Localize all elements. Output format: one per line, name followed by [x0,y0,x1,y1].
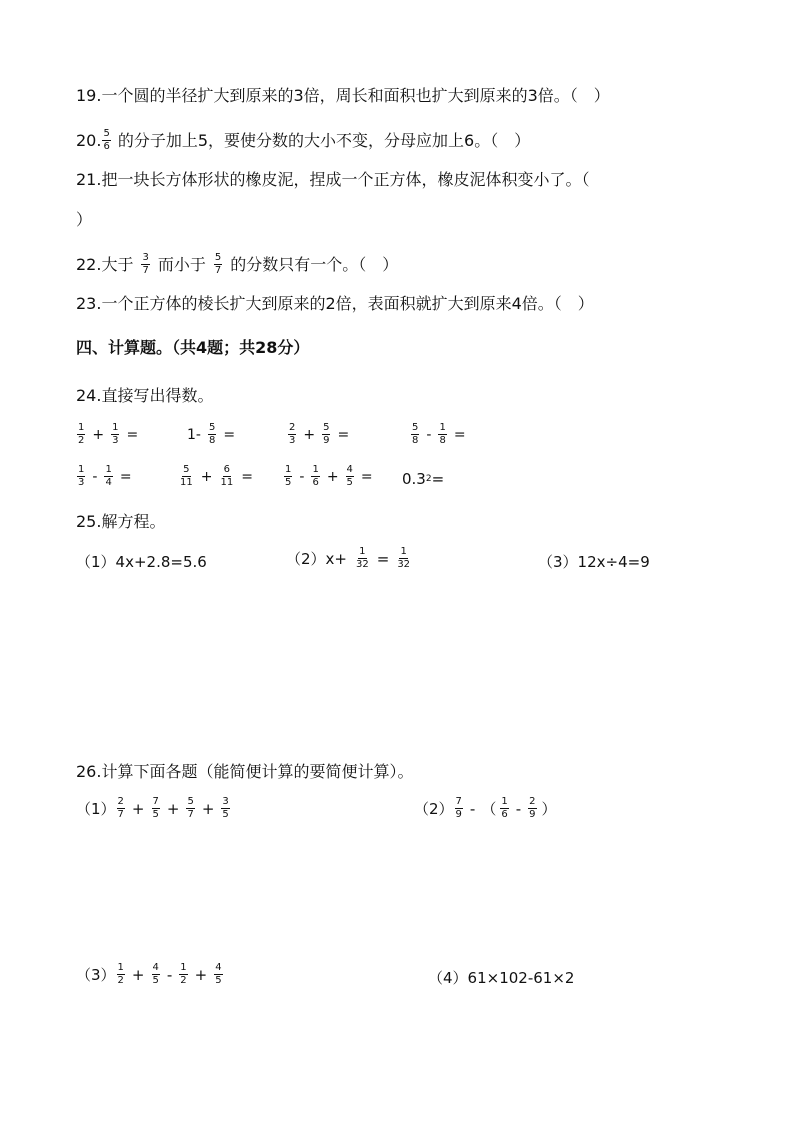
fraction: $\frac{5}{7}$ [187,796,194,820]
expression-26a: （1） $\frac{2}{7}$ + $\frac{7}{5}$ + $\frac{5}{7}$ + $\frac{3}{5}$ [76,796,229,820]
fraction: $\frac{2}{7}$ [117,796,124,820]
question-20-label: 20. [76,130,102,150]
fraction: $\frac{2}{3}$ [289,422,296,446]
equation-25c: （3）12x÷4=9 [538,553,650,571]
expression-24e: $\frac{1}{3}$ - $\frac{1}{4}$ = [78,464,132,488]
fraction: $\frac{1}{3}$ [78,464,85,488]
question-23: 23.一个正方体的棱长扩大到原来的2倍，表面积就扩大到原来4倍。（ ） [76,294,594,313]
fraction: $\frac{1}{8}$ [439,422,446,446]
fraction: $\frac{1}{2}$ [117,962,124,986]
expression-24a: $\frac{1}{2}$ + $\frac{1}{3}$ = [78,422,139,446]
fraction: $\frac{1}{3}$ [112,422,119,446]
question-21: 21.把一块长方体形状的橡皮泥，捏成一个正方体，橡皮泥体积变小了。（ [76,170,590,189]
question-20-text: 的分子加上5，要使分数的大小不变，分母应加上6。（ ） [117,130,531,150]
fraction: $\frac{5}{9}$ [323,422,330,446]
question-21-continuation: ） [76,210,93,229]
expression-24c: $\frac{2}{3}$ + $\frac{5}{9}$ = [289,422,350,446]
fraction: $\frac{1}{4}$ [105,464,112,488]
question-26: 26.计算下面各题（能简便计算的要简便计算）。 [76,762,414,781]
fraction: $\frac{4}{5}$ [215,962,222,986]
fraction: $\frac{1}{32}$ [397,546,411,570]
expression-24b: 1- $\frac{5}{8}$ = [187,422,236,446]
section-heading: 四、计算题。（共4题；共28分） [76,338,310,357]
fraction: $\frac{7}{5}$ [152,796,159,820]
fraction: $\frac{5}{11}$ [180,464,193,488]
question-22 [76,252,398,277]
fraction: $\frac{7}{9}$ [455,796,462,820]
fraction: $\frac{3}{7}$ [142,252,149,276]
question-22-mid: 而小于 [157,254,206,274]
fraction: $\frac{1}{5}$ [285,464,292,488]
question-20 [76,128,530,153]
fraction: $\frac{2}{9}$ [529,796,536,820]
fraction: $\frac{5}{8}$ [208,422,216,446]
expression-24d: $\frac{5}{8}$ - $\frac{1}{8}$ = [412,422,466,446]
fraction: $\frac{4}{5}$ [346,464,353,488]
fraction: $\frac{1}{6}$ [312,464,319,488]
question-25: 25.解方程。 [76,512,166,531]
question-24: 24.直接写出得数。 [76,386,214,405]
fraction: $\frac{5}{7}$ [214,252,222,276]
fraction: $\frac{3}{5}$ [222,796,229,820]
question-19: 19.一个圆的半径扩大到原来的3倍，周长和面积也扩大到原来的3倍。（ ） [76,86,610,105]
fraction: $\frac{1}{6}$ [501,796,508,820]
equation-25b: （2）x+ $\frac{1}{32}$ = $\frac{1}{32}$ [286,546,411,570]
expression-26c: （3） $\frac{1}{2}$ + $\frac{4}{5}$ - $\frac{1}{2}$ + $\frac{4}{5}$ [76,962,222,986]
expression-24g: $\frac{1}{5}$ - $\frac{1}{6}$ + $\frac{4}{5}$ = [285,464,373,488]
expression-26b: （2） $\frac{7}{9}$ - （ $\frac{1}{6}$ - $\frac{2}{9}$ ） [414,796,557,820]
fraction: $\frac{5}{8}$ [412,422,419,446]
expression-26d: （4）61×102-61×2 [428,969,575,987]
fraction: $\frac{1}{2}$ [180,962,187,986]
fraction: $\frac{1}{32}$ [356,546,369,570]
fraction: $\frac{5}{6}$ [103,128,110,152]
expression-24h: 0.3 2 = [402,470,445,488]
equation-25a: （1）4x+2.8=5.6 [76,553,207,571]
fraction: $\frac{1}{2}$ [78,422,85,446]
question-22-label: 22.大于 [76,254,134,274]
fraction: $\frac{6}{11}$ [220,464,234,488]
expression-24f: $\frac{5}{11}$ + $\frac{6}{11}$ = [180,464,253,488]
question-22-text: 的分数只有一个。（ ） [230,254,399,274]
fraction: $\frac{4}{5}$ [152,962,159,986]
